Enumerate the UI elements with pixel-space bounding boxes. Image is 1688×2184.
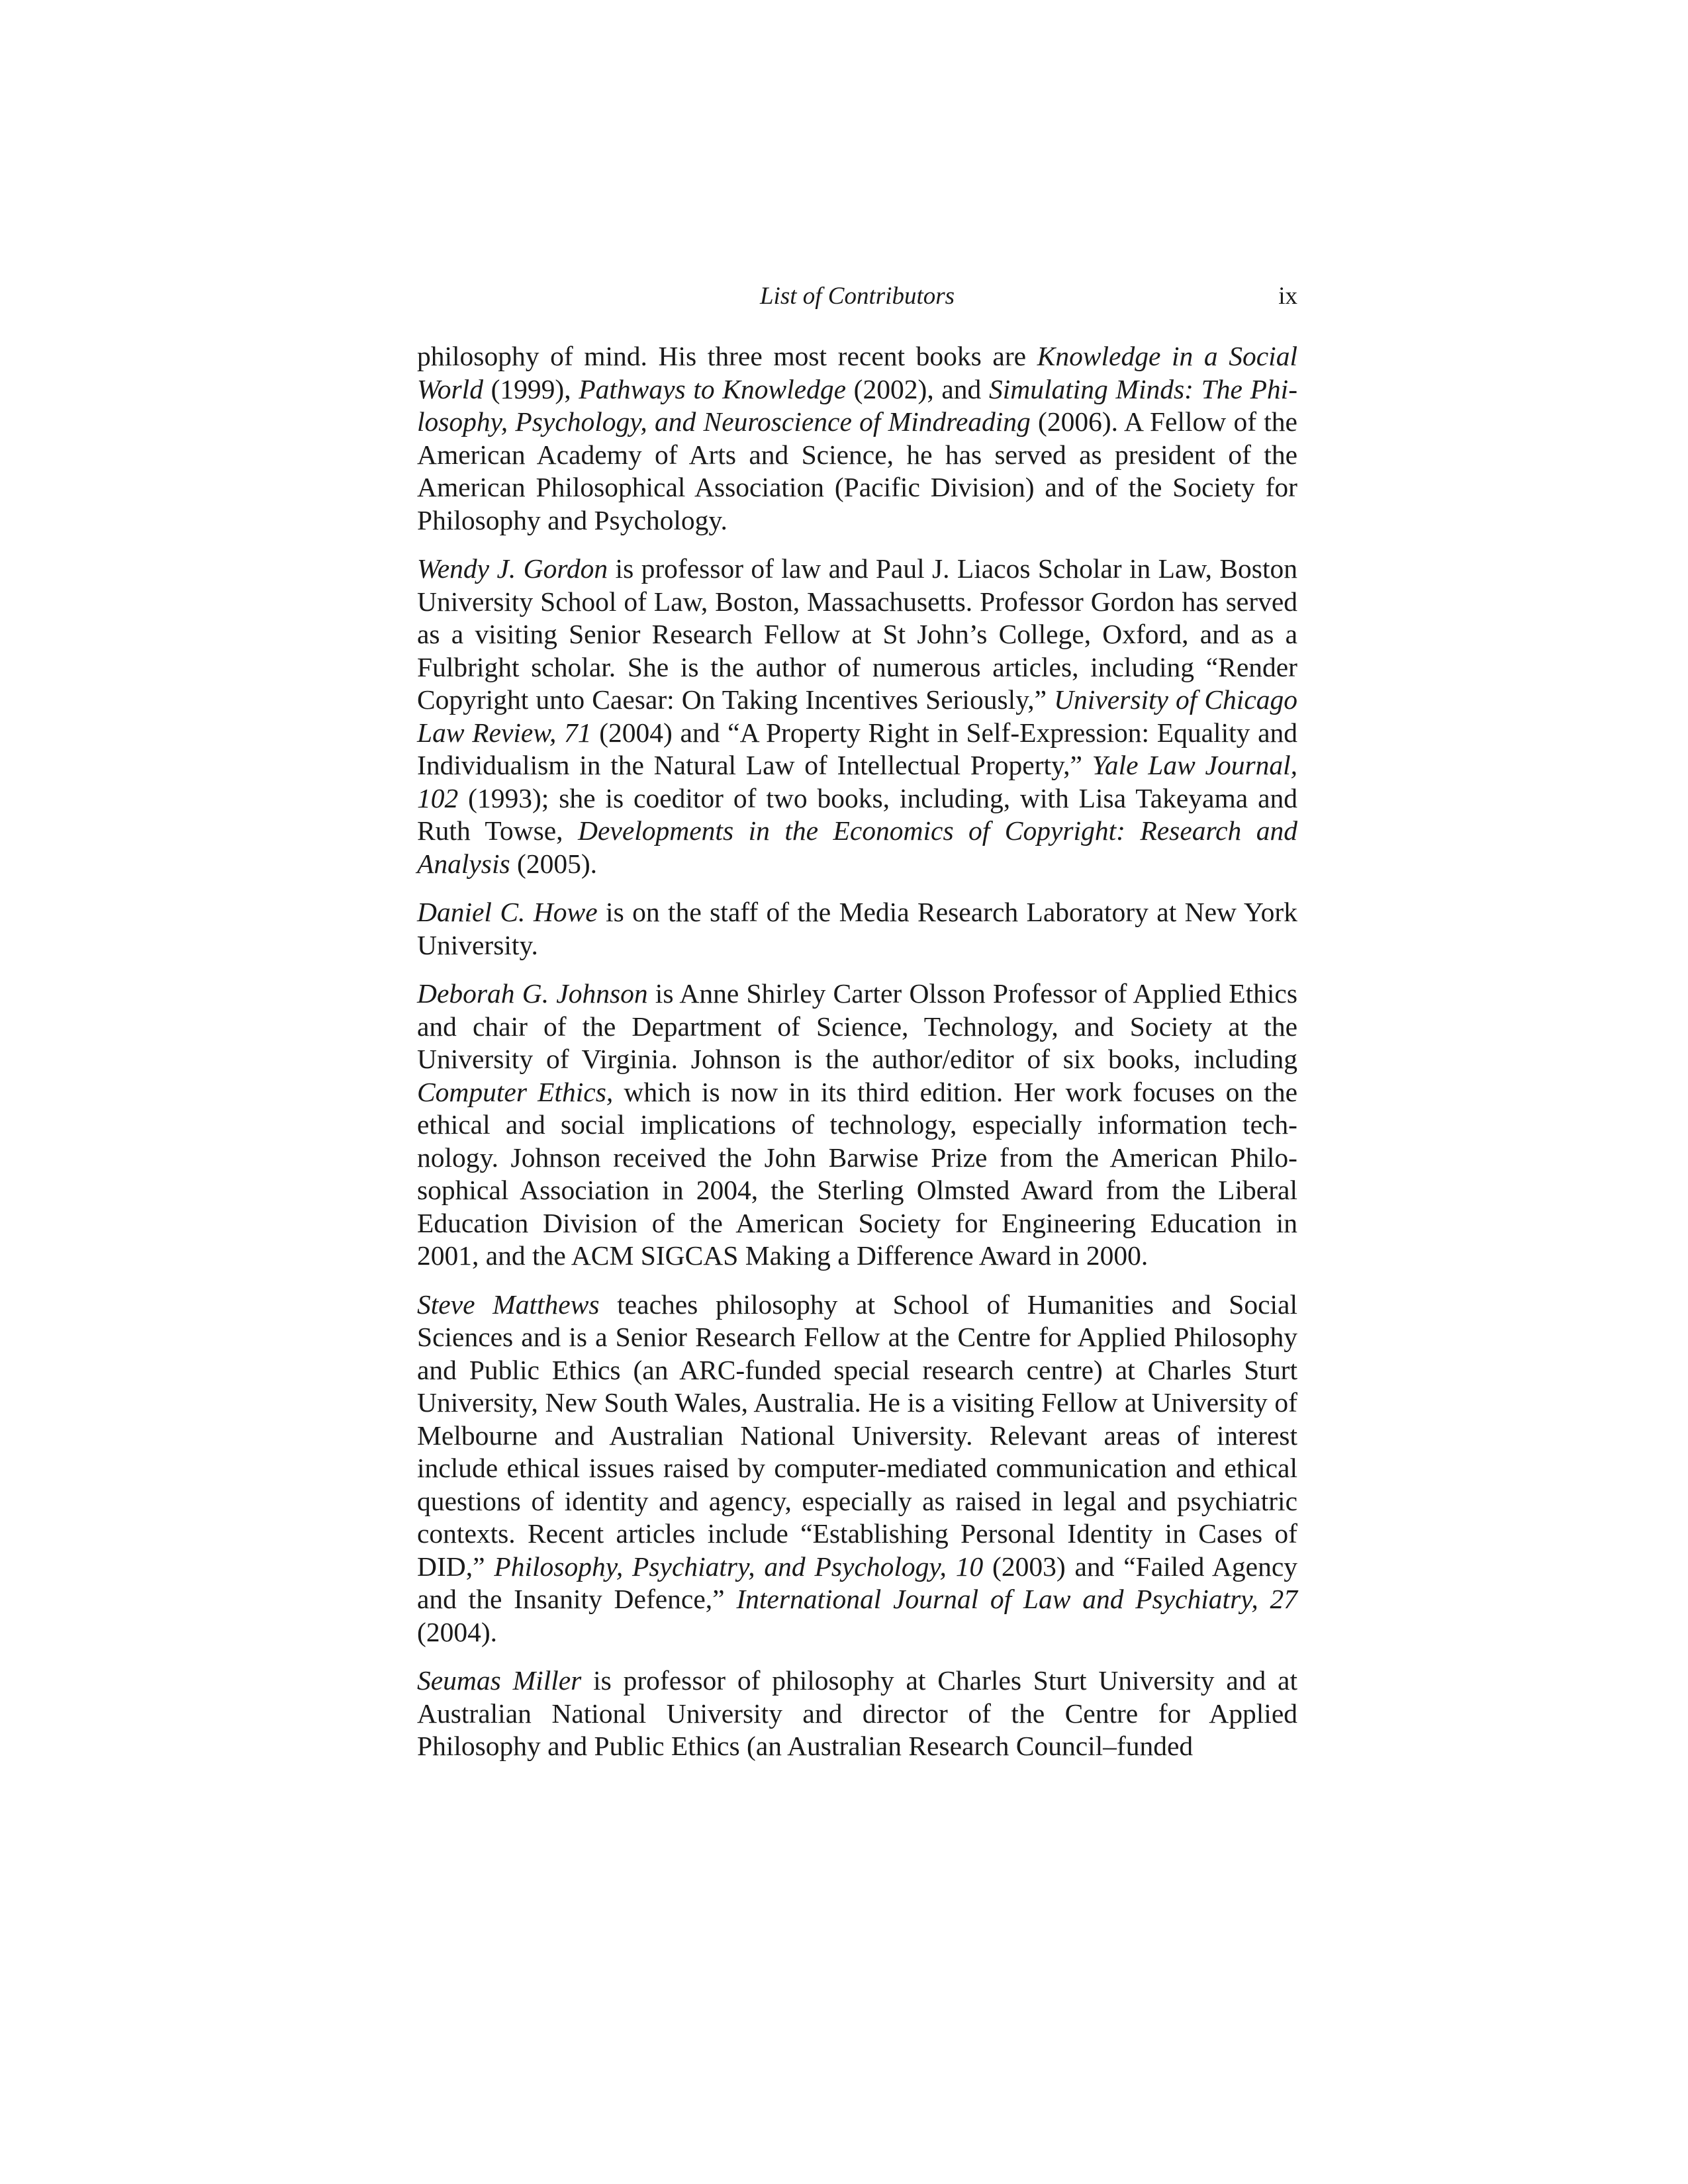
contributor-name: Wendy J. Gordon [417,553,608,584]
entry-goldman-continued [417,340,1297,537]
journal-title: Yale Law Journal, 102 [417,750,1297,813]
entry-text: (1993); she is coeditor of two books, including, with Lisa Takeyama and Ruth Towse, [417,782,1297,846]
entry-text: is on the staff of the Media Research Laboratory at New York University. [417,897,1297,960]
running-head-title: List of Contributors [759,283,955,310]
entry-howe [417,896,1297,962]
book-title: Simulating Minds: The Philosophy, Psychology, and Neuroscience of Mindreading [417,373,1298,437]
journal-title: International Journal of Law and Psychiatry, 27 [736,1584,1297,1614]
entry-gordon [417,553,1297,880]
entry-text: philosophy of mind. His three most recent books are [417,341,1037,371]
running-head [417,277,1297,316]
entry-text: which is now in its third edition. Her work focuses on the ethical and social implications of technology, especially information technology. Johnson received the John Barwise Prize from the American Philosophical Association in 2004, the Sterling Olmsted Award from the Liberal Education Division of the American Society for Engineering Education in 2001, and the ACM SIGCAS Making a Difference Award in 2000. [417,1076,1297,1271]
entry-johnson [417,978,1297,1273]
contributor-name: Daniel C. Howe [417,897,598,927]
entry-text: is professor of philosophy at Charles Sturt University and at Australian National University and director of the Centre for Applied Philosophy and Public Ethics (an Australian Research Council–funded [417,1665,1297,1761]
book-title: Knowledge in a Social World [417,341,1297,404]
entry-text: is Anne Shirley Carter Olsson Professor of Applied Ethics and chair of the Department of Science, Technology, and Society at the University of Virginia. Johnson is the author/editor of six books, including [417,978,1297,1074]
entry-text: (2005). [510,848,598,879]
journal-title: Philosophy, Psychiatry, and Psychology, 10 [494,1551,984,1582]
contributor-name: Deborah G. Johnson [417,978,648,1009]
entry-text: teaches philosophy at School of Humanities and Social Sciences and is a Senior Research Fellow at the Centre for Applied Philosophy and Public Ethics (an ARC-funded special research centre) at Charles Sturt University, New South Wales, Australia. He is a visiting Fellow at University of Melbourne and Australian National University. Relevant areas of interest include ethical issues raised by computer-mediated communication and ethical questions of identity and agency, especially as raised in legal and psychiatric contexts. Recent articles include “Establishing Personal Identity in Cases of DID,” [417,1289,1297,1582]
entry-text: (2004) and “A Property Right in Self-Expression: Equality and Individualism in the Natural Law of Intellectual Property,” [417,717,1298,780]
entry-text: (1999), [483,373,579,404]
contributors-text [417,340,1297,1779]
entry-text: (2006). A Fellow of the American Academy of Arts and Science, he has served as president of the American Philosophical Association (Pacific Division) and of the Society for Philosophy and Psychology. [417,406,1297,535]
book-title: Computer Ethics, [417,1076,614,1107]
entry-text: (2004). [417,1616,498,1647]
entry-text: (2003) and “Failed Agency and the Insanity Defence,” [417,1551,1297,1614]
contributor-name: Steve Matthews [417,1289,600,1320]
journal-title: University of Chicago Law Review, 71 [417,684,1297,748]
contributor-name: Seumas Miller [417,1665,582,1696]
book-title: Pathways to Knowledge [579,373,847,404]
entry-matthews [417,1289,1297,1649]
entry-text: is professor of law and Paul J. Liacos Scholar in Law, Boston University School of Law, Boston, Massachusetts. Professor Gordon has served as a visiting Senior Research Fellow at St John’s College, Oxford, and as a Fulbright scholar. She is the author of numerous articles, including “Render Copyright unto Caesar: On Taking Incentives Seriously,” [417,553,1297,715]
entry-text: (2002), and [846,373,989,404]
entry-miller [417,1664,1297,1763]
book-title: Developments in the Economics of Copyright: Research and Analysis [417,815,1298,879]
page-number: ix [1278,283,1297,310]
